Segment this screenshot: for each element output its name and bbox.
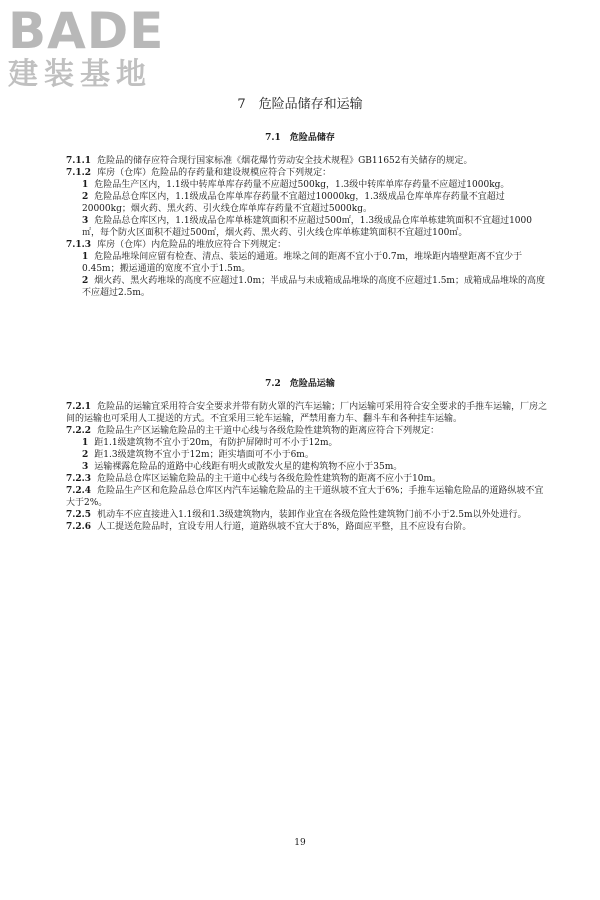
clause-item [66, 275, 548, 299]
clause-item [66, 437, 548, 449]
clause-number: 7.2.2 [66, 426, 92, 436]
item-number: 1 [82, 180, 89, 190]
clause-7-2-3 [66, 473, 548, 485]
clause-text: 距1.3级建筑物不宜小于12m；距实墙面可不小于6m。 [94, 450, 314, 460]
clause-text: 危险品总仓库区内，1.1级成品仓库单栋建筑面积不应超过500㎡，1.3级成品仓库单栋建筑面积不宜超过1000㎡，每个防火区面积不超过500㎡，烟火药、黑火药、引火线仓库单栋建筑面积不宜超过100㎡。 [82, 216, 532, 238]
clause-text: 危险品生产区和危险品总仓库区内汽车运输危险品的主干道纵坡不宜大于6%；手推车运输危险品的道路纵坡不宜大于2%。 [66, 486, 544, 508]
logo-subtitle: 建装基地 [8, 57, 152, 92]
chapter-title: 7 危险品储存和运输 [237, 97, 363, 112]
clause-number: 7.1.2 [66, 168, 92, 178]
page-number: 19 [294, 838, 306, 848]
bade-logo [8, 2, 178, 92]
clause-7-1-2 [66, 167, 548, 179]
clause-item [66, 251, 548, 275]
clause-7-2-5 [66, 509, 548, 521]
section-7-1-body [66, 155, 548, 299]
clause-text: 危险品的储存应符合现行国家标准《烟花爆竹劳动安全技术规程》GB11652有关储存的规定。 [97, 156, 473, 166]
logo-wordmark: BADE [8, 2, 165, 60]
clause-text: 距1.1级建筑物不宜小于20m，有防护屏障时可不小于12m。 [94, 438, 338, 448]
clause-text: 烟火药、黑火药堆垛的高度不应超过1.0m；半成品与未成箱成品堆垛的高度不应超过1.5m；成箱成品堆垛的高度不应超过2.5m。 [82, 276, 545, 298]
clause-text: 危险品的运输宜采用符合安全要求并带有防火罩的汽车运输；厂内运输可采用符合安全要求的手推车运输，厂房之间的运输也可采用人工提送的方式。不宜采用三轮车运输，严禁用畜力车、翻斗车和各种挂车运输。 [66, 402, 548, 424]
clause-text: 人工提送危险品时，宜设专用人行道，道路纵坡不宜大于8%，路面应平整，且不应设有台阶。 [97, 522, 472, 532]
clause-text: 库房（仓库）危险品的存药量和建设规模应符合下列规定： [97, 168, 332, 178]
item-number: 3 [82, 462, 89, 472]
clause-number: 7.2.6 [66, 522, 92, 532]
section-7-2-body [66, 401, 548, 533]
item-number: 2 [82, 192, 89, 202]
clause-7-2-1 [66, 401, 548, 425]
item-number: 3 [82, 216, 89, 226]
clause-7-2-2 [66, 425, 548, 437]
section-title-7-2: 7.2 危险品运输 [265, 379, 335, 389]
clause-text: 危险品生产区运输危险品的主干道中心线与各级危险性建筑物的距离应符合下列规定： [97, 426, 440, 436]
clause-item [66, 191, 548, 215]
clause-item [66, 449, 548, 461]
clause-number: 7.2.5 [66, 510, 92, 520]
clause-number: 7.1.1 [66, 156, 92, 166]
clause-7-2-6 [66, 521, 548, 533]
clause-number: 7.2.4 [66, 486, 92, 496]
clause-number: 7.2.1 [66, 402, 92, 412]
clause-text: 危险品总仓库区运输危险品的主干道中心线与各级危险性建筑物的距离不应小于10m。 [97, 474, 442, 484]
clause-number: 7.1.3 [66, 240, 92, 250]
clause-number: 7.2.3 [66, 474, 92, 484]
item-number: 1 [82, 438, 89, 448]
clause-7-1-1 [66, 155, 548, 167]
clause-text: 危险品总仓库区内，1.1级成品仓库单库存药量不宜超过10000kg，1.3级成品仓库单库存药量不宜超过20000kg；烟火药、黑火药、引火线仓库单库存药量不宜超过5000kg。 [82, 192, 505, 214]
clause-text: 危险品堆垛间应留有检查、清点、装运的通道。堆垛之间的距离不宜小于0.7m，堆垛距内墙壁距离不宜少于0.45m；搬运通道的宽度不宜小于1.5m。 [82, 252, 523, 274]
clause-text: 库房（仓库）内危险品的堆放应符合下列规定： [97, 240, 287, 250]
clause-text: 危险品生产区内，1.1级中转库单库存药量不应超过500kg，1.3级中转库单库存药量不应超过1000kg。 [94, 180, 510, 190]
clause-7-2-4 [66, 485, 548, 509]
section-title-7-1: 7.1 危险品储存 [265, 133, 335, 143]
item-number: 2 [82, 276, 89, 286]
clause-text: 机动车不应直接进入1.1级和1.3级建筑物内，装卸作业宜在各级危险性建筑物门前不小于2.5m以外处进行。 [97, 510, 527, 520]
clause-7-1-3 [66, 239, 548, 251]
clause-item [66, 179, 548, 191]
clause-text: 运输裸露危险品的道路中心线距有明火或散发火星的建构筑物不应小于35m。 [94, 462, 403, 472]
clause-item [66, 461, 548, 473]
item-number: 2 [82, 450, 89, 460]
item-number: 1 [82, 252, 89, 262]
clause-item [66, 215, 548, 239]
